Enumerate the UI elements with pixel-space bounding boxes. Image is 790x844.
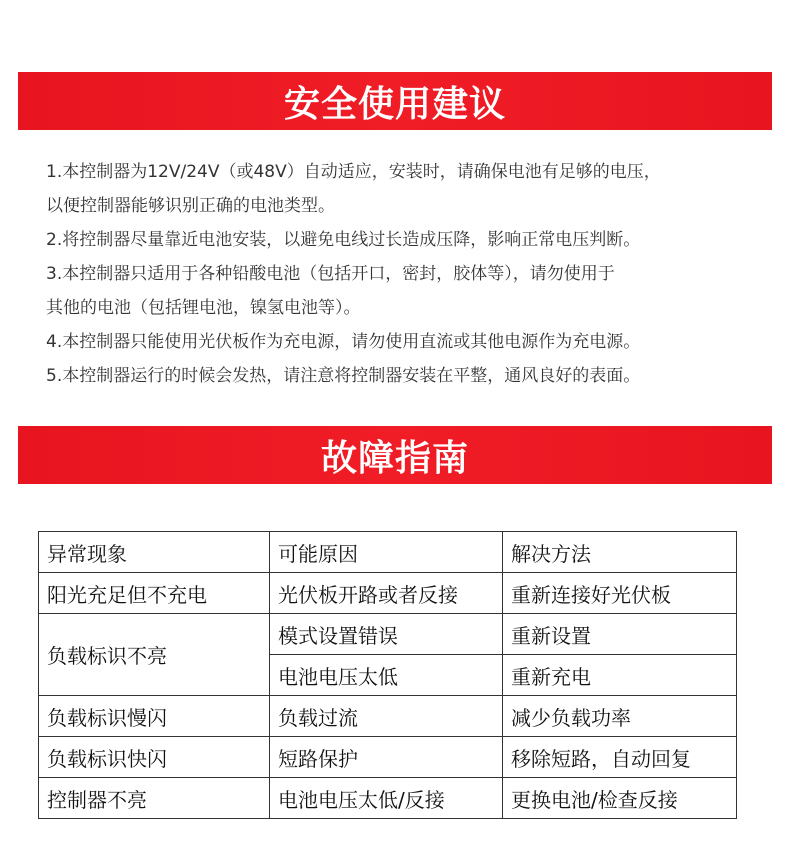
safety-tips	[46, 155, 766, 393]
symptom-cell: 负载标识不亮	[39, 614, 270, 696]
table-row	[39, 778, 737, 819]
cause-cell: 电池电压太低/反接	[270, 778, 503, 819]
tip-line: 3.本控制器只适用于各种铅酸电池（包括开口，密封，胶体等），请勿使用于	[46, 264, 615, 284]
cause-cell: 光伏板开路或者反接	[270, 573, 503, 614]
table-row	[39, 737, 737, 778]
safety-title: 安全使用建议	[283, 83, 506, 125]
symptom-cell: 阳光充足但不充电	[39, 573, 270, 614]
table-row	[39, 696, 737, 737]
fault-title: 故障指南	[320, 437, 469, 479]
tip-line: 2.将控制器尽量靠近电池安装，以避免电线过长造成压降，影响正常电压判断。	[46, 230, 641, 250]
table-header-row	[39, 532, 737, 573]
tip-line: 5.本控制器运行的时候会发热，请注意将控制器安装在平整，通风良好的表面。	[46, 366, 641, 386]
cause-cell: 模式设置错误	[270, 614, 503, 655]
symptom-cell: 控制器不亮	[39, 778, 270, 819]
cause-cell: 负载过流	[270, 696, 503, 737]
tip-line: 以便控制器能够识别正确的电池类型。	[46, 196, 335, 216]
tip-line: 其他的电池（包括锂电池，镍氢电池等）。	[46, 298, 361, 318]
tip-line: 4.本控制器只能使用光伏板作为充电源，请勿使用直流或其他电源作为充电源。	[46, 332, 641, 352]
header-solution: 解决方法	[503, 532, 737, 573]
tip-line: 1.本控制器为12V/24V（或48V）自动适应，安装时，请确保电池有足够的电压，	[46, 162, 661, 182]
fault-table	[38, 531, 737, 819]
fault-banner	[18, 426, 772, 484]
header-cause: 可能原因	[270, 532, 503, 573]
symptom-cell: 负载标识慢闪	[39, 696, 270, 737]
solution-cell: 移除短路，自动回复	[503, 737, 737, 778]
solution-cell: 重新充电	[503, 655, 737, 696]
solution-cell: 减少负载功率	[503, 696, 737, 737]
cause-cell: 短路保护	[270, 737, 503, 778]
solution-cell: 重新连接好光伏板	[503, 573, 737, 614]
solution-cell: 重新设置	[503, 614, 737, 655]
header-symptom: 异常现象	[39, 532, 270, 573]
table-row	[39, 573, 737, 614]
safety-banner	[18, 72, 772, 130]
table-row	[39, 614, 737, 655]
cause-cell: 电池电压太低	[270, 655, 503, 696]
solution-cell: 更换电池/检查反接	[503, 778, 737, 819]
symptom-cell: 负载标识快闪	[39, 737, 270, 778]
